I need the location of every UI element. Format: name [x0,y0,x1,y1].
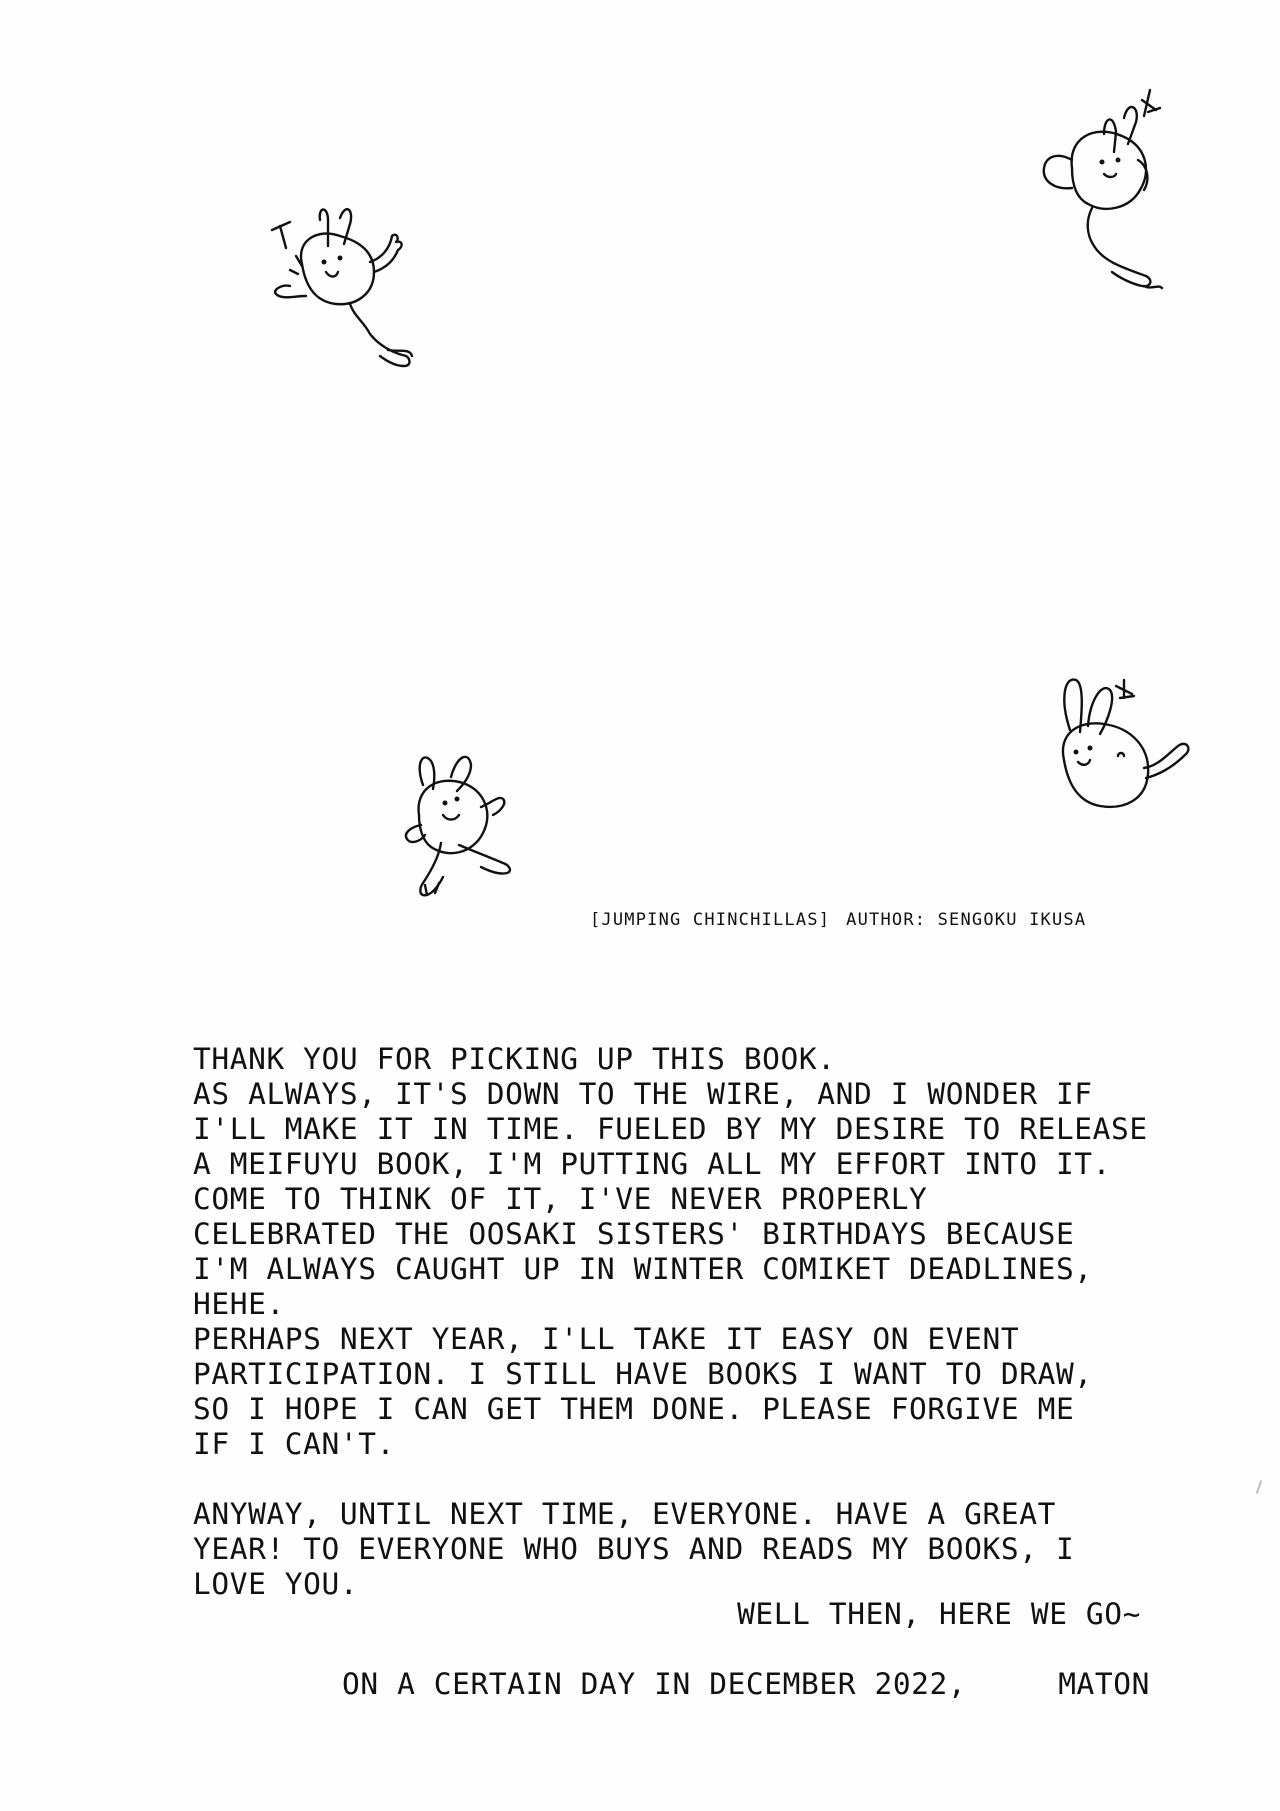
letter-line: I'LL MAKE IT IN TIME. FUELED BY MY DESIRE TO RELEASE [193,1112,1148,1146]
letter-line: HEHE. [193,1287,285,1321]
letter-line: COME TO THINK OF IT, I'VE NEVER PROPERLY [193,1182,928,1216]
letter-signature: MATON [1058,1667,1150,1701]
letter-line: ANYWAY, UNTIL NEXT TIME, EVERYONE. HAVE A GREAT [193,1497,1056,1531]
caption-author: AUTHOR: SENGOKU IKUSA [846,910,1087,930]
letter-line: IF I CAN'T. [193,1427,395,1461]
letter-line: LOVE YOU. [193,1567,359,1601]
letter-line: SO I HOPE I CAN GET THEM DONE. PLEASE FORGIVE ME [193,1392,1075,1426]
letter-line: PARTICIPATION. I STILL HAVE BOOKS I WANT TO DRAW, [193,1357,1093,1391]
letter-signoff: WELL THEN, HERE WE GO~ [737,1597,1141,1631]
letter-date: ON A CERTAIN DAY IN DECEMBER 2022, [342,1667,967,1701]
jumping-chinchilla-icon [1020,90,1190,310]
jumping-chinchilla-icon [405,745,545,905]
paper-speck [1256,1480,1263,1494]
letter-line: PERHAPS NEXT YEAR, I'LL TAKE IT EASY ON EVENT [193,1322,1020,1356]
letter-line: I'M ALWAYS CAUGHT UP IN WINTER COMIKET DEADLINES, [193,1252,1093,1286]
letter-line: A MEIFUYU BOOK, I'M PUTTING ALL MY EFFORT INTO IT. [193,1147,1112,1181]
jumping-chinchilla-icon [1050,668,1200,818]
letter-dateline [342,1667,1150,1701]
letter-line: CELEBRATED THE OOSAKI SISTERS' BIRTHDAYS BECAUSE [193,1217,1075,1251]
caption-title: [JUMPING CHINCHILLAS] [590,910,831,930]
letter-line: AS ALWAYS, IT'S DOWN TO THE WIRE, AND I WONDER IF [193,1077,1093,1111]
illustration-caption [590,910,1086,930]
jumping-chinchilla-icon [262,200,462,390]
afterword-letter [193,1042,1153,1602]
letter-line: YEAR! TO EVERYONE WHO BUYS AND READS MY BOOKS, I [193,1532,1075,1566]
letter-line: THANK YOU FOR PICKING UP THIS BOOK. [193,1042,836,1076]
